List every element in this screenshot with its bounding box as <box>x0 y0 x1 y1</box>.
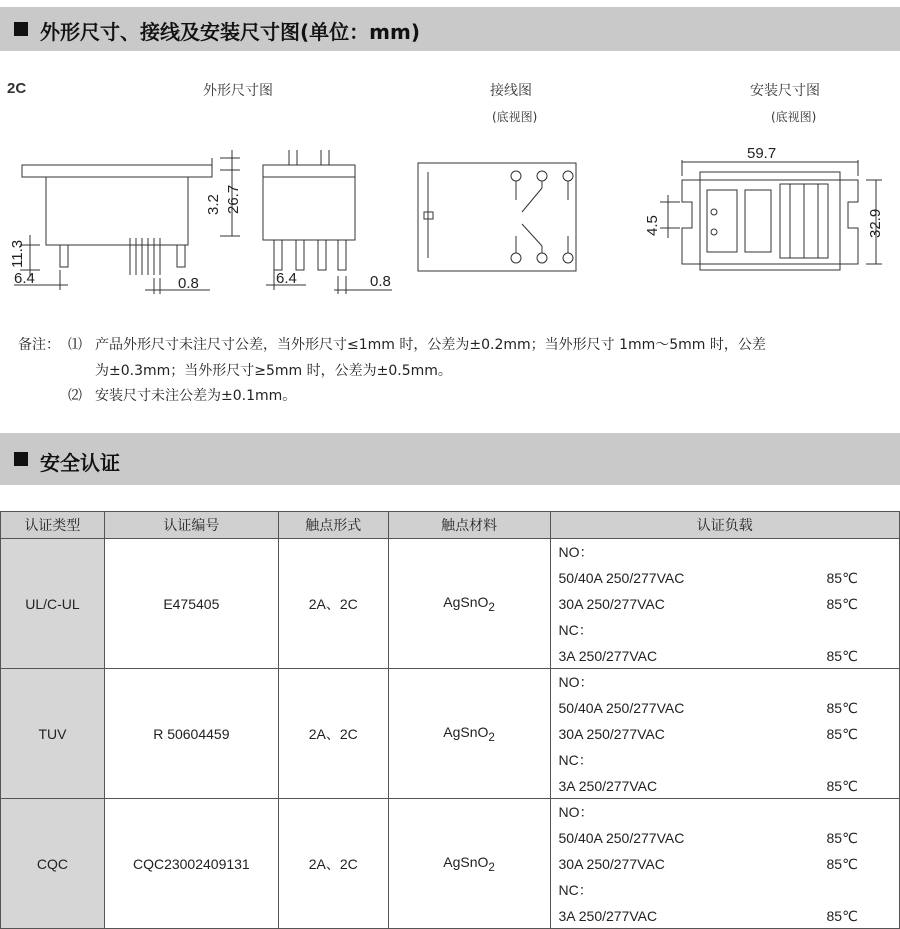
load-temp: 85℃ <box>826 856 858 872</box>
load-line: 50/40A 250/277VAC <box>558 700 685 716</box>
material-text: AgSnO <box>443 853 489 870</box>
load-temp: 85℃ <box>826 596 858 612</box>
contact-form: 2A、2C <box>278 669 388 799</box>
wiring-title: 接线图 <box>490 83 532 99</box>
cert-type: CQC <box>1 799 105 929</box>
load-line: 30A 250/277VAC <box>558 726 665 742</box>
technical-drawings <box>0 0 900 320</box>
dim-26-7: 26.7 <box>225 184 242 214</box>
load-temp: 85℃ <box>826 908 858 924</box>
header-contact-material: 触点材料 <box>388 512 550 539</box>
load-line: 3A 250/277VAC <box>558 908 658 924</box>
material-text: AgSnO <box>443 723 489 740</box>
load-line: 30A 250/277VAC <box>558 856 665 872</box>
mounting-diagram <box>660 160 882 270</box>
dim-11-3: 11.3 <box>9 239 26 268</box>
section-header-certification <box>0 433 900 485</box>
load-temp: 85℃ <box>826 726 858 742</box>
load-temp: 85℃ <box>826 830 858 846</box>
note-1-line-1: 产品外形尺寸未注尺寸公差，当外形尺寸≤1mm 时，公差为±0.2mm；当外形尺寸 1mm～5mm 时，公差 <box>95 337 766 353</box>
note-2-number: ⑵ <box>68 388 82 404</box>
table-header-row <box>1 512 900 539</box>
load-temp: 85℃ <box>826 648 858 664</box>
load-temp: 85℃ <box>826 570 858 586</box>
dim-0-8: 0.8 <box>178 275 199 292</box>
note-2-line: 安装尺寸未注公差为±0.1mm。 <box>95 388 297 404</box>
contact-form: 2A、2C <box>278 799 388 929</box>
cert-number: CQC23002409131 <box>104 799 278 929</box>
cert-load <box>550 539 900 669</box>
mounting-subtitle: (底视图) <box>771 110 817 124</box>
contact-material <box>388 539 550 669</box>
load-line: NO： <box>558 544 594 560</box>
outline-side-view <box>14 150 240 294</box>
model-label: 2C <box>7 80 27 97</box>
cert-type: TUV <box>1 669 105 799</box>
cert-number: E475405 <box>104 539 278 669</box>
certification-table <box>0 511 900 929</box>
dim-59-7: 59.7 <box>747 145 777 162</box>
dim-3-2: 3.2 <box>205 194 222 215</box>
cert-load <box>550 669 900 799</box>
load-line: 3A 250/277VAC <box>558 778 658 794</box>
contact-material <box>388 799 550 929</box>
table-row <box>1 799 900 929</box>
header-contact-form: 触点形式 <box>278 512 388 539</box>
load-line: 30A 250/277VAC <box>558 596 665 612</box>
material-subscript: 2 <box>488 860 495 874</box>
load-line: 50/40A 250/277VAC <box>558 570 685 586</box>
header-cert-number: 认证编号 <box>104 512 278 539</box>
material-subscript: 2 <box>488 600 495 614</box>
load-temp: 85℃ <box>826 778 858 794</box>
note-1-line-2: 为±0.3mm；当外形尺寸≥5mm 时，公差为±0.5mm。 <box>95 363 452 379</box>
load-line: NC： <box>558 882 593 898</box>
load-line: NO： <box>558 674 594 690</box>
material-subscript: 2 <box>488 730 495 744</box>
load-line: NC： <box>558 622 593 638</box>
outline-title: 外形尺寸图 <box>203 83 273 99</box>
wiring-diagram <box>418 163 576 271</box>
dim-4-5: 4.5 <box>644 215 661 236</box>
material-text: AgSnO <box>443 593 489 610</box>
wiring-subtitle: (底视图) <box>492 110 538 124</box>
dim-6-4b: 6.4 <box>276 270 297 287</box>
section-title: 安全认证 <box>40 451 120 475</box>
load-line: 3A 250/277VAC <box>558 648 658 664</box>
dim-32-9: 32.9 <box>867 208 884 238</box>
cert-type: UL/C-UL <box>1 539 105 669</box>
contact-material <box>388 669 550 799</box>
load-temp: 85℃ <box>826 700 858 716</box>
notes-label: 备注： <box>18 337 60 353</box>
contact-form: 2A、2C <box>278 539 388 669</box>
load-line: 50/40A 250/277VAC <box>558 830 685 846</box>
load-line: NC： <box>558 752 593 768</box>
note-1-number: ⑴ <box>68 337 82 353</box>
square-bullet-icon <box>14 452 28 466</box>
cert-number: R 50604459 <box>104 669 278 799</box>
dim-0-8b: 0.8 <box>370 273 391 290</box>
dim-6-4: 6.4 <box>14 270 35 287</box>
mounting-title: 安装尺寸图 <box>750 83 820 99</box>
cert-load <box>550 799 900 929</box>
header-cert-load: 认证负载 <box>550 512 900 539</box>
header-cert-type: 认证类型 <box>1 512 105 539</box>
table-row <box>1 669 900 799</box>
table-row <box>1 539 900 669</box>
load-line: NO： <box>558 804 594 820</box>
section-title: 外形尺寸、接线及安装尺寸图(单位：mm) <box>40 20 420 44</box>
